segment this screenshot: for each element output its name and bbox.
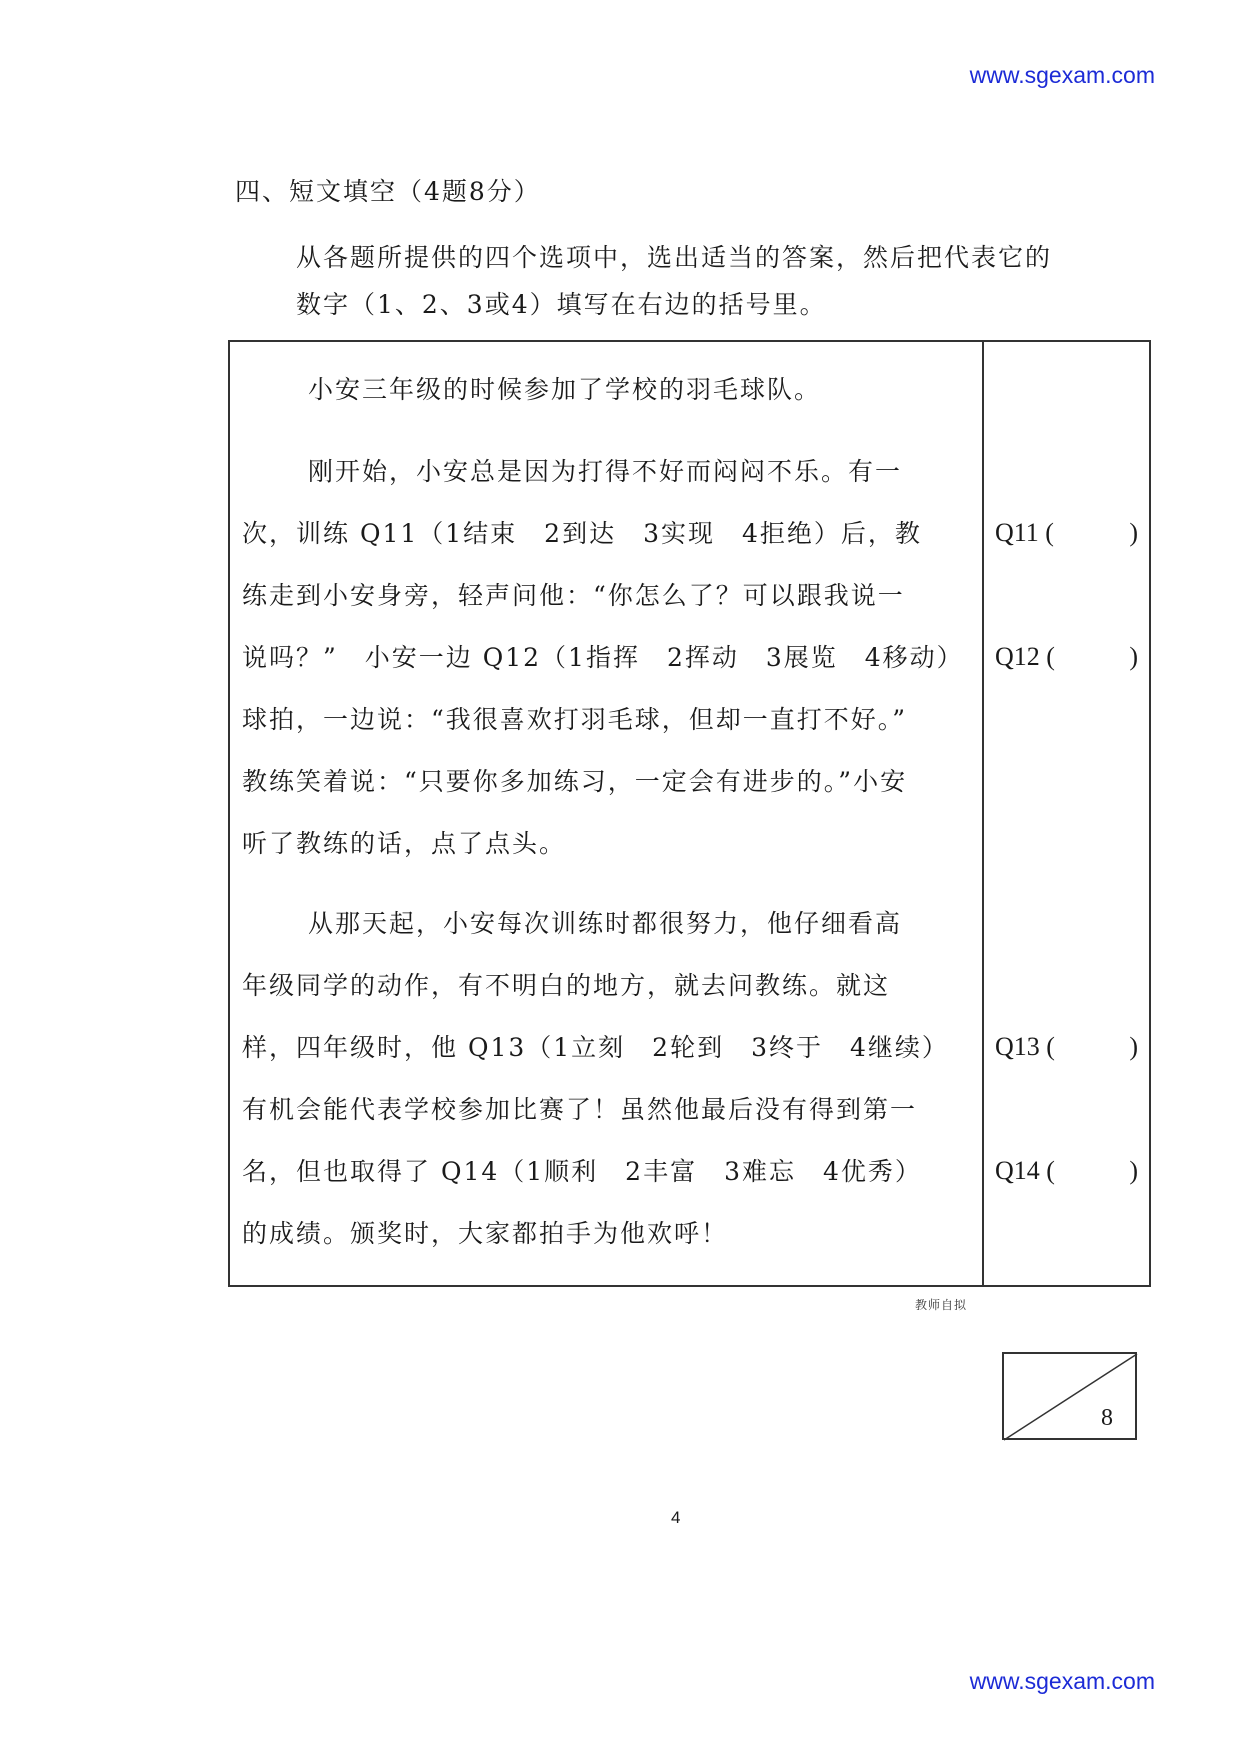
instruction-line: 数字（1、2、3或4）填写在右边的括号里。 xyxy=(296,290,827,319)
instructions xyxy=(296,234,1116,328)
answer-close-paren: ) xyxy=(1129,518,1138,547)
answer-slot-q11[interactable] xyxy=(995,518,1140,548)
answer-slot-q12[interactable] xyxy=(995,642,1140,672)
site-link-bottom[interactable]: www.sgexam.com xyxy=(969,1668,1155,1694)
instruction-line: 从各题所提供的四个选项中，选出适当的答案，然后把代表它的 xyxy=(296,243,1053,272)
answer-close-paren: ) xyxy=(1129,1032,1138,1061)
passage-line: 从那天起，小安每次训练时都很努力，他仔细看高 xyxy=(308,909,903,938)
score-diagonal xyxy=(1004,1354,1139,1442)
passage-line: 刚开始，小安总是因为打得不好而闷闷不乐。有一 xyxy=(308,457,903,486)
answer-close-paren: ) xyxy=(1129,1156,1138,1185)
section-title: 四、短文填空（4题8分） xyxy=(235,177,541,206)
passage-line: 教练笑着说：“只要你多加练习，一定会有进步的。”小安 xyxy=(242,767,908,796)
passage-line: 名，但也取得了 Q14（1顺利 2丰富 3难忘 4优秀） xyxy=(242,1157,922,1186)
answer-close-paren: ) xyxy=(1129,642,1138,671)
score-value: 8 xyxy=(1101,1405,1113,1431)
site-link-top[interactable]: www.sgexam.com xyxy=(969,62,1155,88)
passage-line: 说吗？” 小安一边 Q12（1指挥 2挥动 3展览 4移动） xyxy=(242,643,964,672)
passage-line: 练走到小安身旁，轻声问他：“你怎么了？可以跟我说一 xyxy=(242,581,905,610)
passage-line: 有机会能代表学校参加比赛了！虽然他最后没有得到第一 xyxy=(242,1095,918,1124)
passage-line: 听了教练的话，点了点头。 xyxy=(242,829,567,858)
answer-label: Q14 ( xyxy=(995,1156,1055,1185)
score-box xyxy=(1002,1352,1137,1440)
answer-label: Q13 ( xyxy=(995,1032,1055,1061)
answer-slot-q14[interactable] xyxy=(995,1156,1140,1186)
answer-slot-q13[interactable] xyxy=(995,1032,1140,1062)
page-number: 4 xyxy=(671,1508,681,1527)
passage-line: 球拍，一边说：“我很喜欢打羽毛球，但却一直打不好。” xyxy=(242,705,908,734)
passage-line: 的成绩。颁奖时，大家都拍手为他欢呼！ xyxy=(242,1219,729,1248)
answer-label: Q11 ( xyxy=(995,518,1054,547)
answer-column-divider xyxy=(982,340,984,1287)
passage-line: 小安三年级的时候参加了学校的羽毛球队。 xyxy=(308,375,822,404)
passage-line: 次，训练 Q11（1结束 2到达 3实现 4拒绝）后，教 xyxy=(242,519,922,548)
passage-line: 年级同学的动作，有不明白的地方，就去问教练。就这 xyxy=(242,971,891,1000)
teacher-note: 教师自拟 xyxy=(915,1298,968,1312)
answer-label: Q12 ( xyxy=(995,642,1055,671)
passage-line: 样，四年级时，他 Q13（1立刻 2轮到 3终于 4继续） xyxy=(242,1033,949,1062)
